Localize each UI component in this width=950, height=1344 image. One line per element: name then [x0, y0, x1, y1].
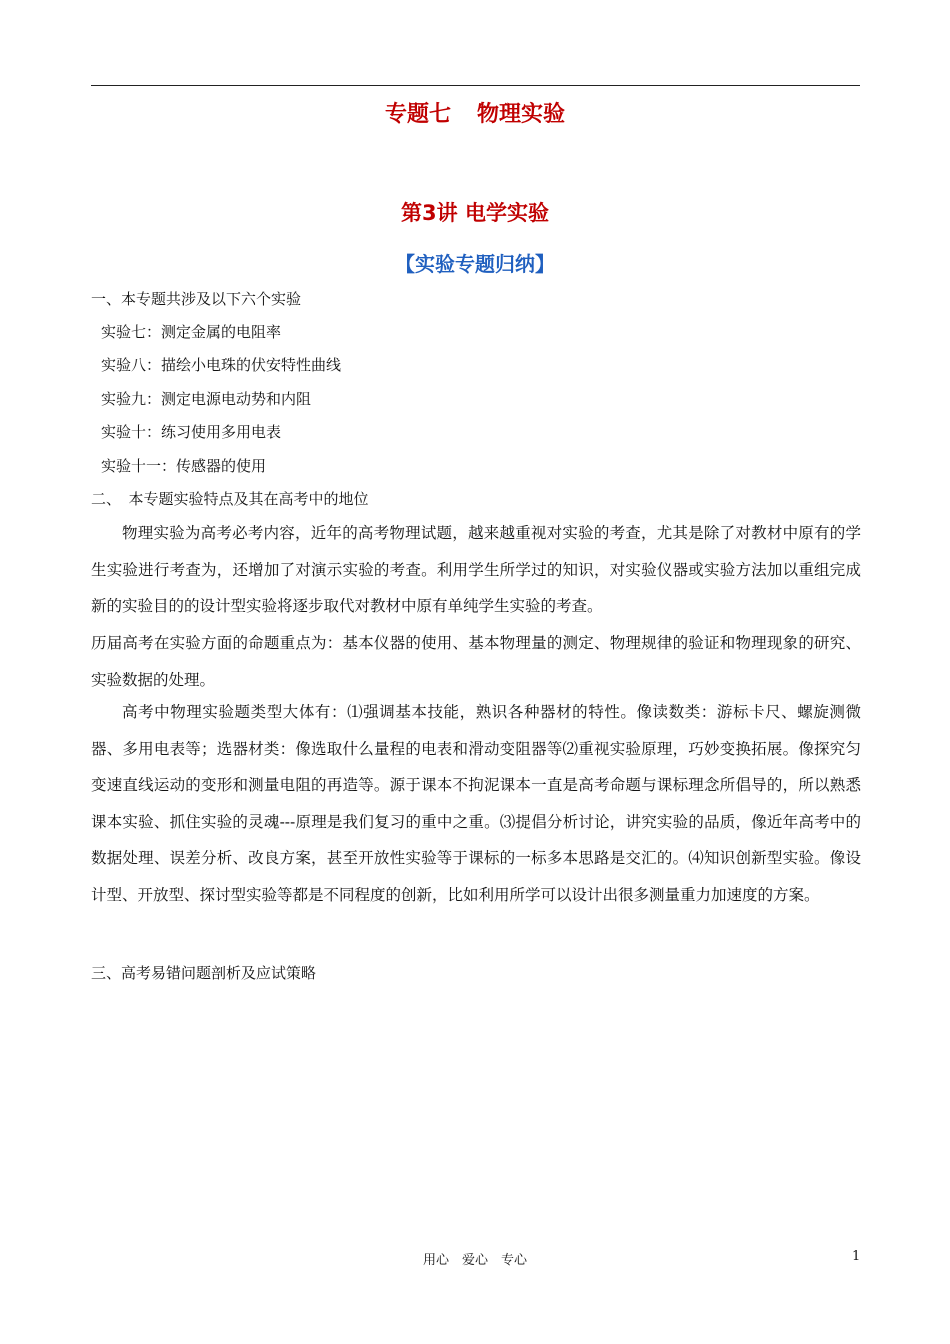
- experiment-item: 实验十一：传感器的使用: [101, 457, 267, 475]
- paragraph-2: 历届高考在实验方面的命题重点为：基本仪器的使用、基本物理量的测定、物理规律的验证和物理现象的研究、实验数据的处理。: [91, 634, 861, 689]
- experiment-item: 实验九：测定电源电动势和内阻: [101, 390, 312, 408]
- section2-heading: 二、 本专题实验特点及其在高考中的地位: [91, 490, 369, 508]
- experiment-item: 实验七：测定金属的电阻率: [101, 323, 282, 341]
- header-rule: [91, 85, 860, 86]
- page-number: 1: [852, 1249, 861, 1264]
- paragraph-3: 高考中物理实验题类型大体有：⑴强调基本技能，熟识各种器材的特性。像读数类：游标卡尺、螺旋测微器、多用电表等；选器材类：像选取什么量程的电表和滑动变阻器等⑵重视实验原理，巧妙变换拓展。像探究匀变速直线运动的变形和测量电阻的再造等。源于课本不拘泥课本一直是高考命题与课标理念所倡导的，所以熟悉课本实验、抓住实验的灵魂---原理是我们复习的重中之重。⑶提倡分析讨论，讲究实验的品质，像近年高考中的数据处理、误差分析、改良方案，甚至开放性实验等于课标的一标多本思路是交汇的。⑷知识创新型实验。像设计型、开放型、探讨型实验等都是不同程度的创新，比如利用所学可以设计出很多测量重力加速度的方案。: [91, 703, 861, 904]
- paragraph-1: 物理实验为高考必考内容，近年的高考物理试题，越来越重视对实验的考查，尤其是除了对教材中原有的学生实验进行考查为，还增加了对演示实验的考查。利用学生所学过的知识，对实验仪器或实验方法加以重组完成新的实验目的的设计型实验将逐步取代对教材中原有单纯学生实验的考查。: [91, 524, 861, 615]
- experiment-item: 实验十：练习使用多用电表: [101, 423, 282, 441]
- experiment-item: 实验八：描绘小电珠的伏安特性曲线: [101, 356, 342, 374]
- lecture-title: 第3讲 电学实验: [401, 201, 549, 225]
- footer-motto: 用心 爱心 专心: [422, 1253, 527, 1268]
- chapter-title: [0, 97, 950, 128]
- chapter-number: 专题七: [384, 102, 451, 127]
- list1-heading: 一、本专题共涉及以下六个实验: [91, 290, 302, 308]
- section3-heading: 三、高考易错问题剖析及应试策略: [91, 964, 317, 982]
- chapter-name: 物理实验: [477, 102, 566, 127]
- section-title: 【实验专题归纳】: [395, 252, 555, 276]
